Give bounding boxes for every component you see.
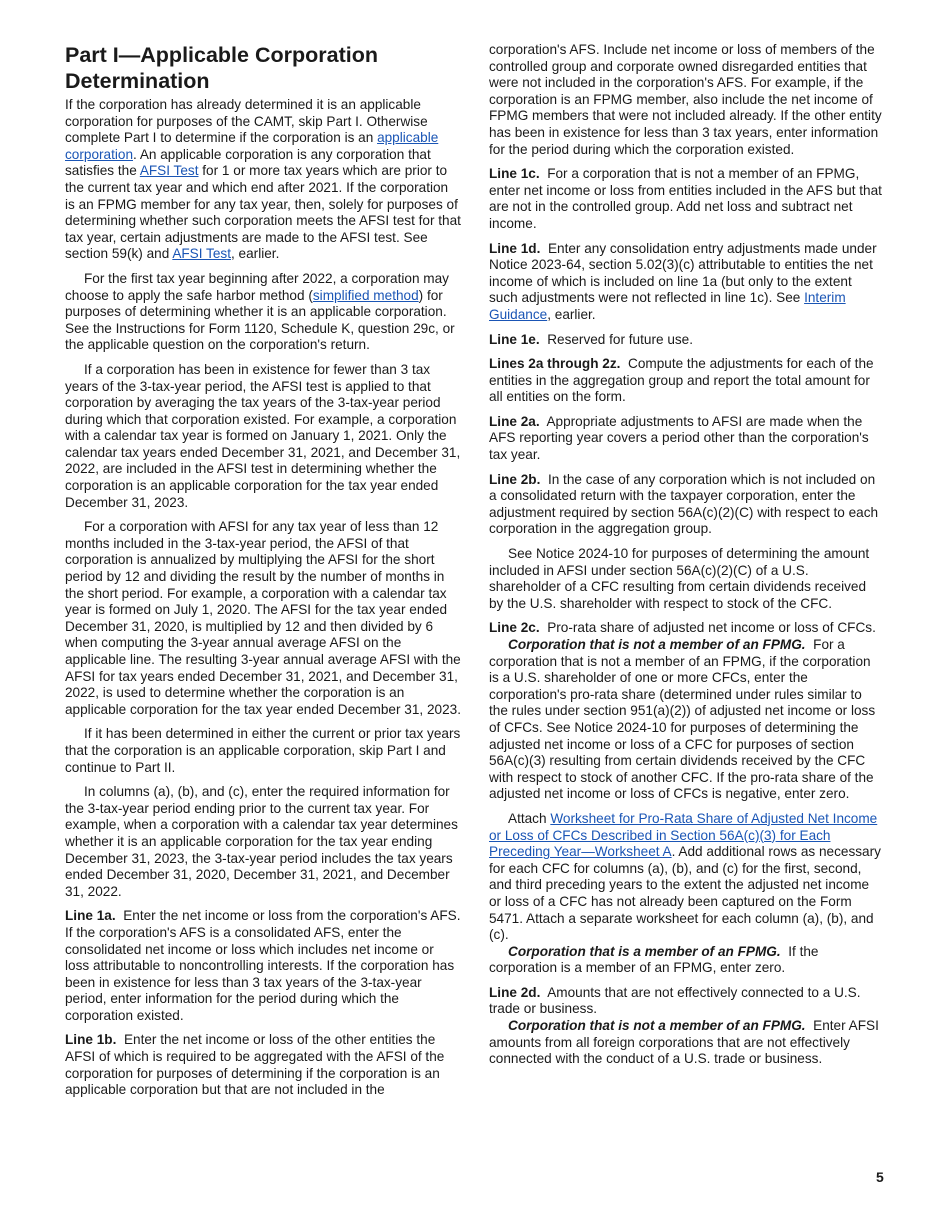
line-1d-label: Line 1d. bbox=[489, 240, 541, 256]
line-1e-paragraph: Line 1e. Reserved for future use. bbox=[489, 331, 694, 347]
line-2c-label: Line 2c. bbox=[489, 620, 540, 636]
short-existence-paragraph: If a corporation has been in existence for fewer than 3 tax years of the 3-tax-year period, the AFSI test is applied to that corporation by averaging the tax years of the 3-tax-year period during which that corporation existed. For example, a corporation with a calendar tax year is formed on January 1, 2021. Only the calendar tax years ended December 31, 2021, and December 31, 2022, are included in the AFSI test in determining whether the corporation is an applicable corporation for the tax year ended December 31, 2023. bbox=[65, 361, 461, 510]
line-2c-paragraph: Line 2c. Pro-rata share of adjusted net income or loss of CFCs. bbox=[489, 620, 876, 636]
line-1b-continued: corporation's AFS. Include net income or loss of members of the controlled group and corporate owned disregarded entities that were not included in the corporation's AFS. For example, if the corporation is an FPMG member, also include the net income of FPMG members that were not included already. If the other entity has been in existence for less than 3 tax years, enter information for the period during which the corporation existed. bbox=[489, 42, 882, 157]
line-2d-paragraph: Line 2d. Amounts that are not effectively connected to a U.S. trade or business. bbox=[489, 984, 861, 1017]
line-1a-paragraph: Line 1a. Enter the net income or loss from the corporation's AFS. If the corporation's AFS is a consolidated AFS, enter the consolidated net income or loss which includes net income or loss attributable to noncontrolling interests. If the corporation has been in existence for less than 3 tax years of the 3-tax-year period, enter information for the period during which the corporation existed. bbox=[65, 908, 461, 1023]
columns-paragraph: In columns (a), (b), and (c), enter the required information for the 3-tax-year period ending prior to the current tax year. For example, when a corporation with a calendar tax year determines whether it is an applicable corporation for the tax year ending December 31, 2023, the 3-tax-year period includes the tax years ended December 31, 2020, December 31, 2021, and December 31, 2022. bbox=[65, 784, 458, 899]
line-2a-paragraph: Line 2a. Appropriate adjustments to AFSI are made when the AFS reporting year covers a period other than the corporation's tax year. bbox=[489, 413, 869, 463]
notice-2024-10-paragraph: See Notice 2024-10 for purposes of determining the amount included in AFSI under section 56A(c)(2)(C) of a U.S. shareholder of a CFC resulting from certain dividends received by the U.S. shareholder with respect to stock of the CFC. bbox=[489, 546, 870, 611]
right-column bbox=[489, 42, 884, 1076]
line-1e-label: Line 1e. bbox=[489, 331, 540, 347]
not-member-subhead: Corporation that is not a member of an FPMG. bbox=[508, 637, 806, 652]
applicable-corporation-link[interactable]: applicable corporation bbox=[65, 130, 439, 162]
line-2b-paragraph: Line 2b. In the case of any corporation which is not included on a consolidated return with the taxpayer corporation, enter the adjustment required by section 56A(c)(2)(C) with respect to each corporation in the aggregation group. bbox=[489, 471, 879, 537]
safe-harbor-paragraph: For the first tax year beginning after 2022, a corporation may choose to apply the safe harbor method (simplified method) for purposes of determining whether it is an applicable corporation. See the Instructions for Form 1120, Schedule K, question 29c, or the applicable question on the corporation's return. bbox=[65, 270, 455, 353]
intro-paragraph: If the corporation has already determined it is an applicable corporation for purposes of the CAMT, skip Part I. Otherwise complete Part I to determine if the corporation is an applicable corporation. An applicable corporation is any corporation that satisfies the AFSI Test for 1 or more tax years which are prior to the current tax year and which end after 2021. If the corporation is an FPMG member for any tax year, then, solely for purposes of determining whether such corporation meets the AFSI test for that tax year, certain adjustments are made to the AFSI test. See section 59(k) and AFSI Test, earlier. bbox=[65, 97, 461, 262]
lines-2a-2z-label: Lines 2a through 2z. bbox=[489, 356, 621, 372]
line-2d-label: Line 2d. bbox=[489, 984, 541, 1000]
section-heading: Part I—Applicable Corporation Determination bbox=[65, 43, 378, 93]
line-2a-label: Line 2a. bbox=[489, 413, 540, 429]
line-2b-label: Line 2b. bbox=[489, 471, 541, 487]
annualize-paragraph: For a corporation with AFSI for any tax year of less than 12 months included in the 3-tax-year period, the AFSI of that corporation is annualized by multiplying the AFSI for the short period by 12 and dividing the result by the number of months in the short period. For example, a corporation with a calendar tax year is formed on July 1, 2020. The AFSI for the tax year ended December 31, 2020, is multiplied by 12 and then divided by 6 when computing the 3-year annual average AFSI on the applicable line. The resulting 3-year annual average AFSI with the AFSI for tax years ended December 31, 2021, and December 31, 2022, is used to determine whether the corporation is an applicable corporation for the tax year ended December 31, 2023. bbox=[65, 519, 461, 717]
line-1c-paragraph: Line 1c. For a corporation that is not a member of an FPMG, enter net income or loss from entities included in the AFS but that are not in the controlled group. Add net loss and subtract net income. bbox=[489, 166, 882, 231]
lines-2a-2z-paragraph: Lines 2a through 2z. Compute the adjustments for each of the entities in the aggregation group and report the total amount for all entities on the form. bbox=[489, 356, 874, 405]
attach-worksheet-paragraph: Attach Worksheet for Pro-Rata Share of Adjusted Net Income or Loss of CFCs Described in Section 56A(c)(3) for Each Preceding Year—Worksheet A. Add additional rows as necessary for each CFC for columns (a), (b), and (c) for the first, second, and third preceding years to the extent the adjusted net income or loss of a CFC has not already been captured on the Form 5471. Attach a separate worksheet for each column (a), (b), and (c). bbox=[489, 810, 881, 943]
interim-guidance-link[interactable]: Interim Guidance bbox=[489, 290, 846, 322]
afsi-test-link-2[interactable]: AFSI Test bbox=[172, 246, 231, 262]
worksheet-a-link[interactable]: Worksheet for Pro-Rata Share of Adjusted Net Income or Loss of CFCs Described in Section 56A(c)(3) for Each Preceding Year—Worksheet A bbox=[489, 810, 878, 860]
left-column bbox=[65, 97, 461, 1107]
line-1b-label: Line 1b. bbox=[65, 1032, 117, 1048]
skip-part-paragraph: If it has been determined in either the current or prior tax years that the corporation is an applicable corporation, skip Part I and continue to Part II. bbox=[65, 726, 461, 775]
line-1d-paragraph: Line 1d. Enter any consolidation entry adjustments made under Notice 2023-64, section 5.02(3)(c) attributable to entities the net income of which is included on line 1a (but only to the extent such adjustments were not reflected in line 1c). See Interim Guidance, earlier. bbox=[489, 240, 877, 322]
simplified-method-link[interactable]: simplified method bbox=[312, 287, 419, 303]
afsi-test-link[interactable]: AFSI Test bbox=[139, 163, 199, 179]
line-1c-label: Line 1c. bbox=[489, 166, 540, 182]
page-number: 5 bbox=[876, 1169, 884, 1185]
not-member-subhead-2d: Corporation that is not a member of an FPMG. bbox=[508, 1018, 806, 1034]
line-2c-not-member-paragraph: Corporation that is not a member of an FPMG. For a corporation that is not a member of an FPMG, if the corporation is a U.S. shareholder of one or more CFCs, enter the corporation's pro-rata share (determined under rules similar to the rules under section 951(a)(2)) of adjusted net income or loss of CFCs. See Notice 2024-10 for purposes of determining the adjusted net income or loss of a CFC for purposes of section 56A(c)(3) resulting from certain dividends received by the CFC with respect to stock of another CFC. If the pro-rata share of the adjusted net income or loss of CFCs is negative, enter zero. bbox=[489, 637, 876, 802]
line-2c-member-paragraph: Corporation that is a member of an FPMG. If the corporation is a member of an FPMG, enter zero. bbox=[489, 943, 819, 976]
line-1a-label: Line 1a. bbox=[65, 908, 116, 924]
member-subhead: Corporation that is a member of an FPMG. bbox=[508, 943, 781, 959]
line-1b-paragraph: Line 1b. Enter the net income or loss of the other entities the AFSI of which is required to be aggregated with the AFSI of the corporation for purposes of determining if the corporation is an applicable corporation but that are not included in the bbox=[65, 1032, 445, 1098]
line-2d-not-member-paragraph: Corporation that is not a member of an FPMG. Enter AFSI amounts from all foreign corporations that are not effectively connected with the conduct of a U.S. trade or business. bbox=[489, 1018, 879, 1067]
